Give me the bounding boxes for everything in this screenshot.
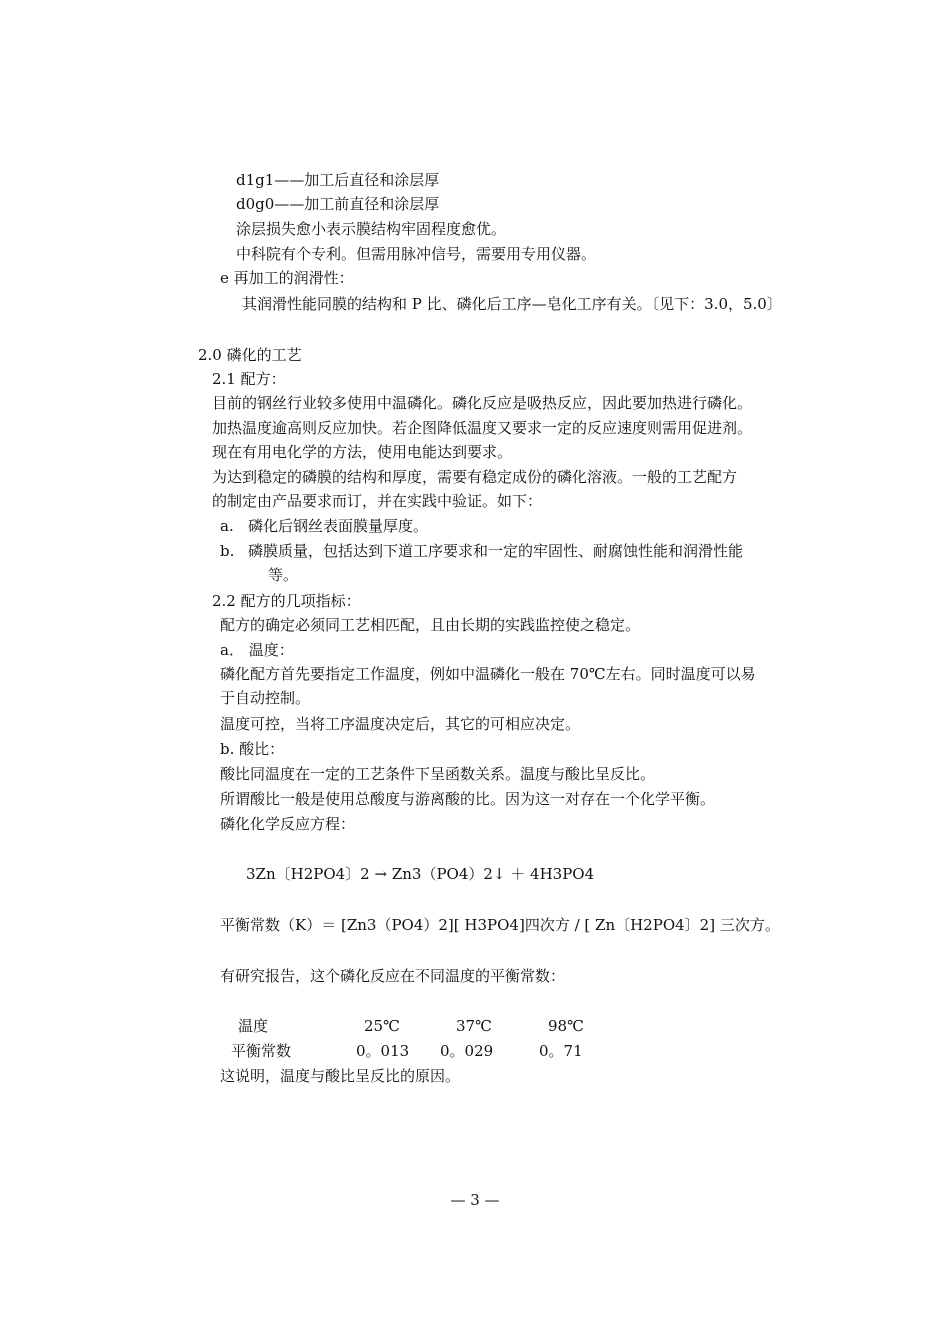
list-item bbox=[220, 514, 428, 538]
paragraph-line: 酸比同温度在一定的工艺条件下呈函数关系。温度与酸比呈反比。 bbox=[220, 765, 656, 783]
page-number: — 3 — bbox=[450, 1191, 500, 1209]
d0g0-definition: d0g0——加工前直径和涂层厚 bbox=[236, 195, 440, 213]
list-item-continuation: 等。 bbox=[268, 566, 299, 584]
paragraph-line: 所谓酸比一般是使用总酸度与游离酸的比。因为这一对存在一个化学平衡。 bbox=[220, 790, 716, 808]
reaction-equation: 3Zn〔H2PO4〕2 → Zn3（PO4）2↓ ＋ 4H3PO4 bbox=[246, 865, 595, 883]
paragraph-line: 磷化化学反应方程： bbox=[220, 815, 356, 833]
temperature-heading: a． 温度： bbox=[220, 641, 294, 659]
patent-note: 中科院有个专利。但需用脉冲信号，需要用专用仪器。 bbox=[236, 245, 597, 263]
table-cell: 平衡常数 bbox=[231, 1042, 292, 1060]
paragraph-line: 有研究报告，这个磷化反应在不同温度的平衡常数： bbox=[220, 967, 566, 985]
subsection-2-1-title: 2.1 配方： bbox=[212, 370, 286, 388]
paragraph-line: 目前的钢丝行业较多使用中温磷化。磷化反应是吸热反应，因此要加热进行磷化。 bbox=[212, 394, 753, 412]
acid-ratio-heading: b. 酸比： bbox=[220, 740, 285, 758]
paragraph-line: 于自动控制。 bbox=[220, 689, 311, 707]
section-title: 2.0 磷化的工艺 bbox=[198, 346, 302, 364]
subsection-2-2-title: 2.2 配方的几项指标： bbox=[212, 592, 361, 610]
table-cell: 0。029 bbox=[440, 1042, 494, 1060]
paragraph-line: 现在有用电化学的方法，使用电能达到要求。 bbox=[212, 443, 513, 461]
paragraph-line: 加热温度逾高则反应加快。若企图降低温度又要求一定的反应速度则需用促进剂。 bbox=[212, 419, 753, 437]
conclusion: 这说明，温度与酸比呈反比的原因。 bbox=[220, 1067, 461, 1085]
list-marker: a. bbox=[220, 517, 234, 535]
list-item bbox=[220, 539, 743, 563]
d1g1-definition: d1g1——加工后直径和涂层厚 bbox=[236, 171, 440, 189]
lubricity-heading: e 再加工的润滑性： bbox=[220, 269, 354, 287]
coating-loss-note: 涂层损失愈小表示膜结构牢固程度愈优。 bbox=[236, 220, 507, 238]
paragraph-line: 为达到稳定的磷膜的结构和厚度，需要有稳定成份的磷化溶液。一般的工艺配方 bbox=[212, 468, 738, 486]
list-item-text: 磷化后钢丝表面膜量厚度。 bbox=[248, 517, 429, 535]
table-header-cell: 温度 bbox=[238, 1017, 269, 1035]
table-header-cell: 25℃ bbox=[364, 1017, 400, 1035]
equilibrium-constant-formula: 平衡常数（K）＝ [Zn3（PO4）2][ H3PO4]四次方 / [ Zn〔H2PO4〕2] 三次方。 bbox=[220, 916, 780, 934]
paragraph-line: 的制定由产品要求而订，并在实践中验证。如下： bbox=[212, 492, 543, 510]
table-header-cell: 98℃ bbox=[548, 1017, 584, 1035]
table-header-cell: 37℃ bbox=[456, 1017, 492, 1035]
paragraph-line: 配方的确定必须同工艺相匹配，且由长期的实践监控使之稳定。 bbox=[220, 616, 641, 634]
table-cell: 0。013 bbox=[356, 1042, 410, 1060]
list-marker: b. bbox=[220, 542, 235, 560]
list-item-text: 磷膜质量，包括达到下道工序要求和一定的牢固性、耐腐蚀性能和润滑性能 bbox=[248, 542, 744, 560]
lubricity-body: 其润滑性能同膜的结构和 P 比、磷化后工序—皂化工序有关。〔见下：3.0，5.0〕 bbox=[242, 295, 782, 313]
table-cell: 0。71 bbox=[539, 1042, 583, 1060]
paragraph-line: 温度可控，当将工序温度决定后，其它的可相应决定。 bbox=[220, 715, 581, 733]
paragraph-line: 磷化配方首先要指定工作温度，例如中温磷化一般在 70℃左右。同时温度可以易 bbox=[220, 665, 756, 683]
